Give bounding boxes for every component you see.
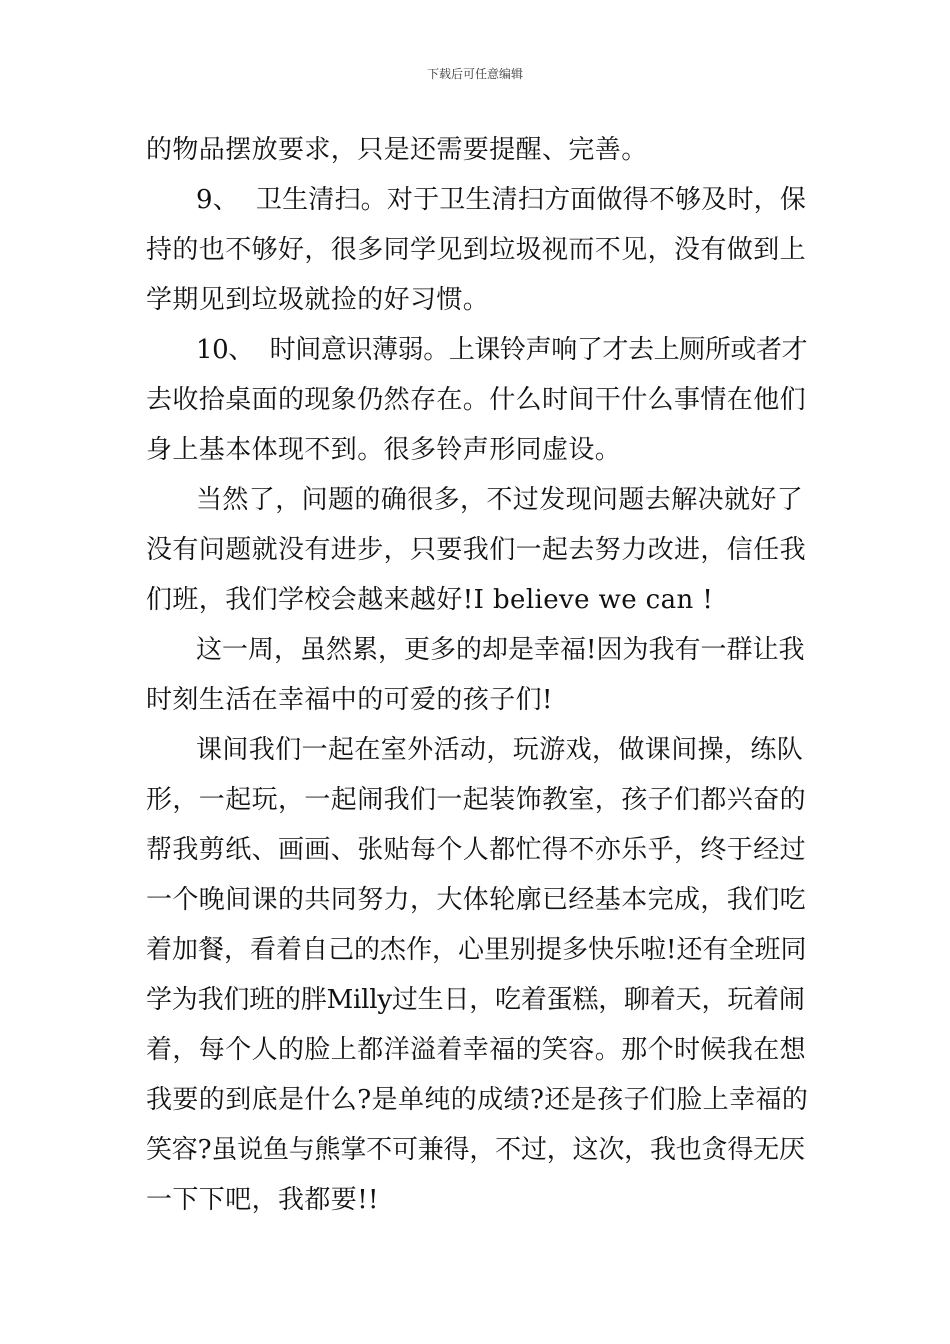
text-line: 10、 时间意识薄弱。上课铃声响了才去上厕所或者才 [196,335,808,365]
text-line: 当然了，问题的确很多，不过发现问题去解决就好了 [196,485,804,515]
text-line: 课间我们一起在室外活动，玩游戏，做课间操，练队 [196,735,804,765]
text-line: 这一周，虽然累，更多的却是幸福!因为我有一群让我 [196,635,805,665]
text-line: 形，一起玩，一起闹我们一起装饰教室，孩子们都兴奋的 [146,785,807,815]
text-line: 帮我剪纸、画画、张贴每个人都忙得不亦乐乎，终于经过 [146,835,807,865]
text-line: 笑容?虽说鱼与熊掌不可兼得，不过，这次，我也贪得无厌 [146,1135,805,1165]
text-line: 没有问题就没有进步，只要我们一起去努力改进，信任我 [146,535,807,565]
page-header-note: 下载后可任意编辑 [426,67,523,81]
text-line: 9、 卫生清扫。对于卫生清扫方面做得不够及时，保 [196,185,807,215]
text-line: 学期见到垃圾就捡的好习惯。 [146,285,490,315]
text-line: 学为我们班的胖Milly过生日，吃着蛋糕，聊着天，玩着闹 [146,985,805,1015]
text-line: 一下下吧，我都要!! [146,1185,379,1215]
text-line: 时刻生活在幸福中的可爱的孩子们! [146,685,553,715]
text-line: 着，每个人的脸上都洋溢着幸福的笑容。那个时候我在想 [146,1035,807,1065]
text-line: 着加餐，看着自己的杰作，心里别提多快乐啦!还有全班同 [146,935,807,965]
text-line: 的物品摆放要求，只是还需要提醒、完善。 [146,135,648,165]
text-line: 持的也不够好，很多同学见到垃圾视而不见，没有做到上 [146,235,807,265]
text-line: 一个晚间课的共同努力，大体轮廓已经基本完成，我们吃 [146,885,807,915]
text-line: 身上基本体现不到。很多铃声形同虚设。 [146,435,622,465]
text-line: 们班，我们学校会越来越好!I believe we can ! [146,585,714,615]
text-line: 我要的到底是什么?是单纯的成绩?还是孩子们脸上幸福的 [146,1085,809,1115]
text-line: 去收拾桌面的现象仍然存在。什么时间干什么事情在他们 [146,385,807,415]
